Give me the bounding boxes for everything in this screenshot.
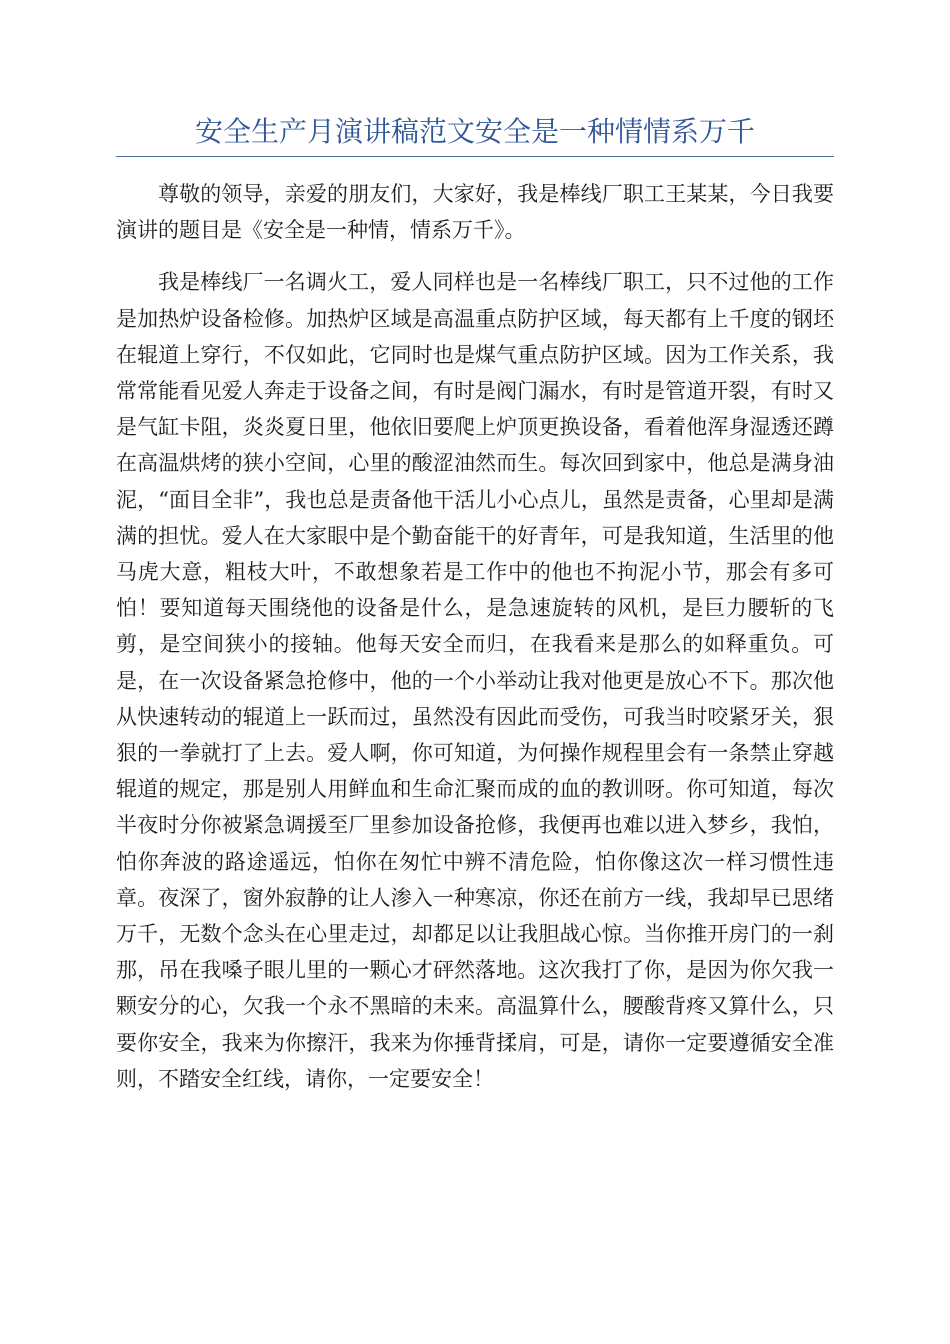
paragraph-story: 我是棒线厂一名调火工，爱人同样也是一名棒线厂职工，只不过他的工作是加热炉设备检修。加热炉区域是高温重点防护区域，每天都有上千度的钢坯在辊道上穿行，不仅如此，它同时也是煤气重点防护区域。因为工作关系，我常常能看见爱人奔走于设备之间，有时是阀门漏水，有时是管道开裂，有时又是气缸卡阻，炎炎夏日里，他依旧要爬上炉顶更换设备，看着他浑身湿透还蹲在高温烘烤的狭小空间，心里的酸涩油然而生。每次回到家中，他总是满身油泥，“面目全非”，我也总是责备他干活儿小心点儿，虽然是责备，心里却是满满的担忧。爱人在大家眼中是个勤奋能干的好青年，可是我知道，生活里的他马虎大意，粗枝大叶，不敢想象若是工作中的他也不拘泥小节，那会有多可怕！要知道每天围绕他的设备是什么，是急速旋转的风机，是巨力腰斩的飞剪，是空间狭小的接轴。他每天安全而归，在我看来是那么的如释重负。可是，在一次设备紧急抢修中，他的一个小举动让我对他更是放心不下。那次他从快速转动的辊道上一跃而过，虽然没有因此而受伤，可我当时咬紧牙关，狠狠的一拳就打了上去。爱人啊，你可知道，为何操作规程里会有一条禁止穿越辊道的规定，那是别人用鲜血和生命汇聚而成的血的教训呀。你可知道，每次半夜时分你被紧急调援至厂里参加设备抢修，我便再也难以进入梦乡，我怕，怕你奔波的路途遥远，怕你在匆忙中辨不清危险，怕你像这次一样习惯性违章。夜深了，窗外寂静的让人渗入一种寒凉，你还在前方一线，我却早已思绪万千，无数个念头在心里走过，却都足以让我胆战心惊。当你推开房门的一刹那，吊在我嗓子眼儿里的一颗心才砰然落地。这次我打了你，是因为你欠我一颗安分的心，欠我一个永不黑暗的未来。高温算什么，腰酸背疼又算什么，只要你安全，我来为你擦汗，我来为你捶背揉肩，可是，请你一定要遵循安全准则，不踏安全红线，请你，一定要安全！ xyxy=(116,270,834,1091)
paragraph-greeting: 尊敬的领导，亲爱的朋友们，大家好，我是棒线厂职工王某某，今日我要演讲的题目是《安全是一种情，情系万千》。 xyxy=(116,182,834,243)
page-title: 安全生产月演讲稿范文安全是一种情情系万千 xyxy=(194,115,755,148)
title-block xyxy=(116,112,834,157)
document-body xyxy=(116,176,834,1097)
